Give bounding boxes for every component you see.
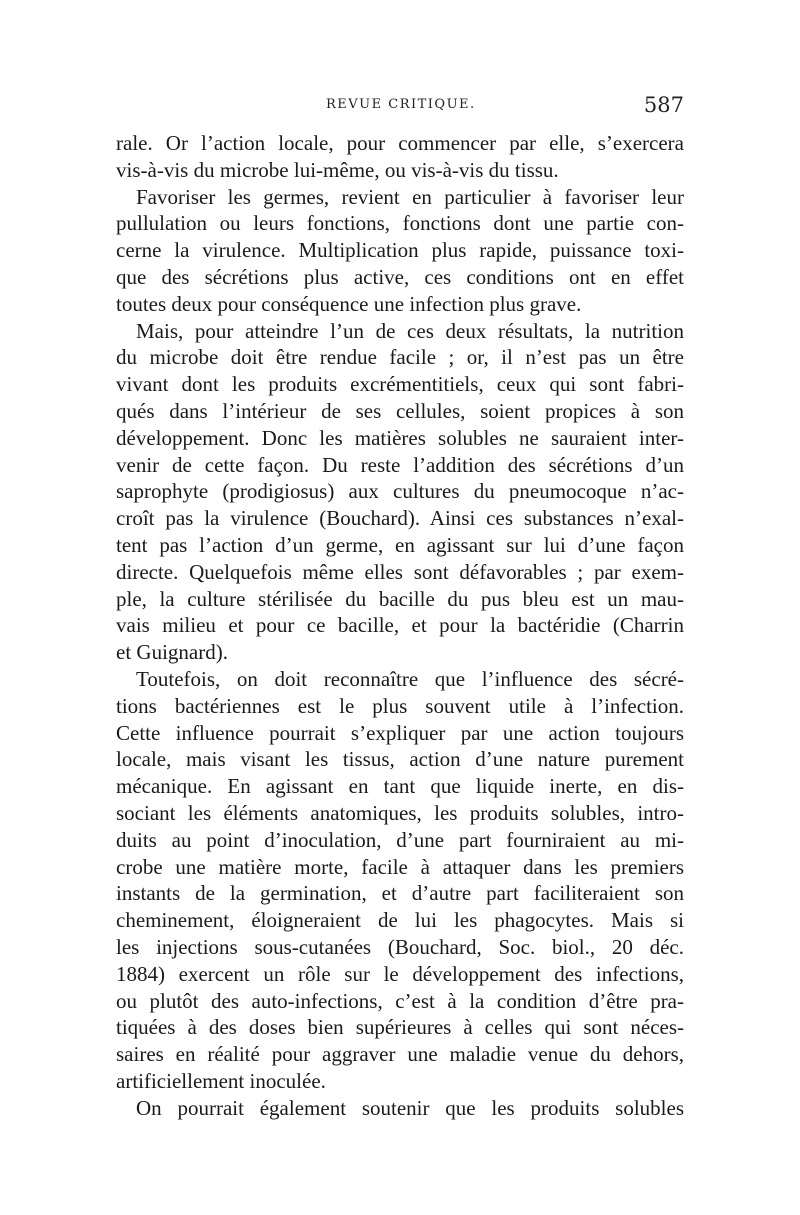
text-line: croît pas la virulence (Bouchard). Ainsi ces substances n’exal- (116, 506, 684, 531)
text-line: 1884) exercent un rôle sur le développement des infections, (116, 961, 684, 986)
text-line: du microbe doit être rendue facile ; or, il n’est pas un être (116, 345, 684, 370)
text-line: tions bactériennes est le plus souvent utile à l’infection. (116, 693, 684, 718)
text-line: tiquées à des doses bien supérieures à celles qui sont néces- (116, 1015, 684, 1040)
running-title: REVUE CRITIQUE. (326, 97, 476, 112)
text-line: pullulation ou leurs fonctions, fonctions dont une partie con- (116, 211, 684, 236)
text-line: rale. Or l’action locale, pour commencer par elle, s’exercera (116, 131, 684, 155)
body-text (116, 130, 684, 1121)
running-head (116, 93, 684, 121)
text-line: locale, mais visant les tissus, action d’une nature purement (116, 747, 684, 772)
text-line: cheminement, éloigneraient de lui les phagocytes. Mais si (116, 908, 684, 933)
text-line: les injections sous-cutanées (Bouchard, Soc. biol., 20 déc. (116, 934, 684, 959)
text-line: ou plutôt des auto-infections, c’est à la condition d’être pra- (116, 988, 684, 1013)
page-number: 587 (643, 93, 684, 117)
text-line: vivant dont les produits excrémentitiels, ceux qui sont fabri- (116, 372, 684, 397)
text-line: tent pas l’action d’un germe, en agissant sur lui d’une façon (116, 532, 684, 557)
text-line: ple, la culture stérilisée du bacille du pus bleu est un mau- (116, 586, 684, 611)
text-line: vais milieu et pour ce bacille, et pour la bactéridie (Charrin (116, 613, 684, 638)
text-line: Mais, pour atteindre l’un de ces deux résultats, la nutrition (136, 318, 684, 343)
text-line: artificiellement inoculée. (116, 1068, 326, 1093)
text-line: et Guignard). (116, 640, 228, 665)
text-line: directe. Quelquefois même elles sont défavorables ; par exem- (116, 559, 684, 584)
text-line: saprophyte (prodigiosus) aux cultures du pneumocoque n’ac- (116, 479, 684, 504)
text-line: qués dans l’intérieur de ses cellules, soient propices à son (116, 398, 684, 423)
text-line: instants de la germination, et d’autre part faciliteraient son (116, 881, 684, 906)
text-line: duits au point d’inoculation, d’une part fourniraient au mi- (116, 827, 684, 852)
text-line: Toutefois, on doit reconnaître que l’influence des sécré- (136, 666, 684, 691)
text-line: venir de cette façon. Du reste l’addition des sécrétions d’un (116, 452, 684, 477)
text-line: Favoriser les germes, revient en particulier à favoriser leur (136, 184, 684, 209)
text-line: que des sécrétions plus active, ces conditions ont en effet (116, 264, 684, 289)
text-line: développement. Donc les matières solubles ne sauraient inter- (116, 425, 684, 450)
text-line: crobe une matière morte, facile à attaquer dans les premiers (116, 854, 684, 879)
text-line: mécanique. En agissant en tant que liquide inerte, en dis- (116, 774, 684, 799)
text-line: toutes deux pour conséquence une infection plus grave. (116, 291, 582, 316)
text-line: vis-à-vis du microbe lui-même, ou vis-à-vis du tissu. (116, 157, 559, 182)
text-line: Cette influence pourrait s’expliquer par une action toujours (116, 720, 684, 745)
text-line: On pourrait également soutenir que les produits solubles (136, 1095, 684, 1120)
text-line: sociant les éléments anatomiques, les produits solubles, intro- (116, 800, 684, 825)
text-line: saires en réalité pour aggraver une maladie venue du dehors, (116, 1042, 684, 1067)
text-line: cerne la virulence. Multiplication plus rapide, puissance toxi- (116, 238, 684, 263)
